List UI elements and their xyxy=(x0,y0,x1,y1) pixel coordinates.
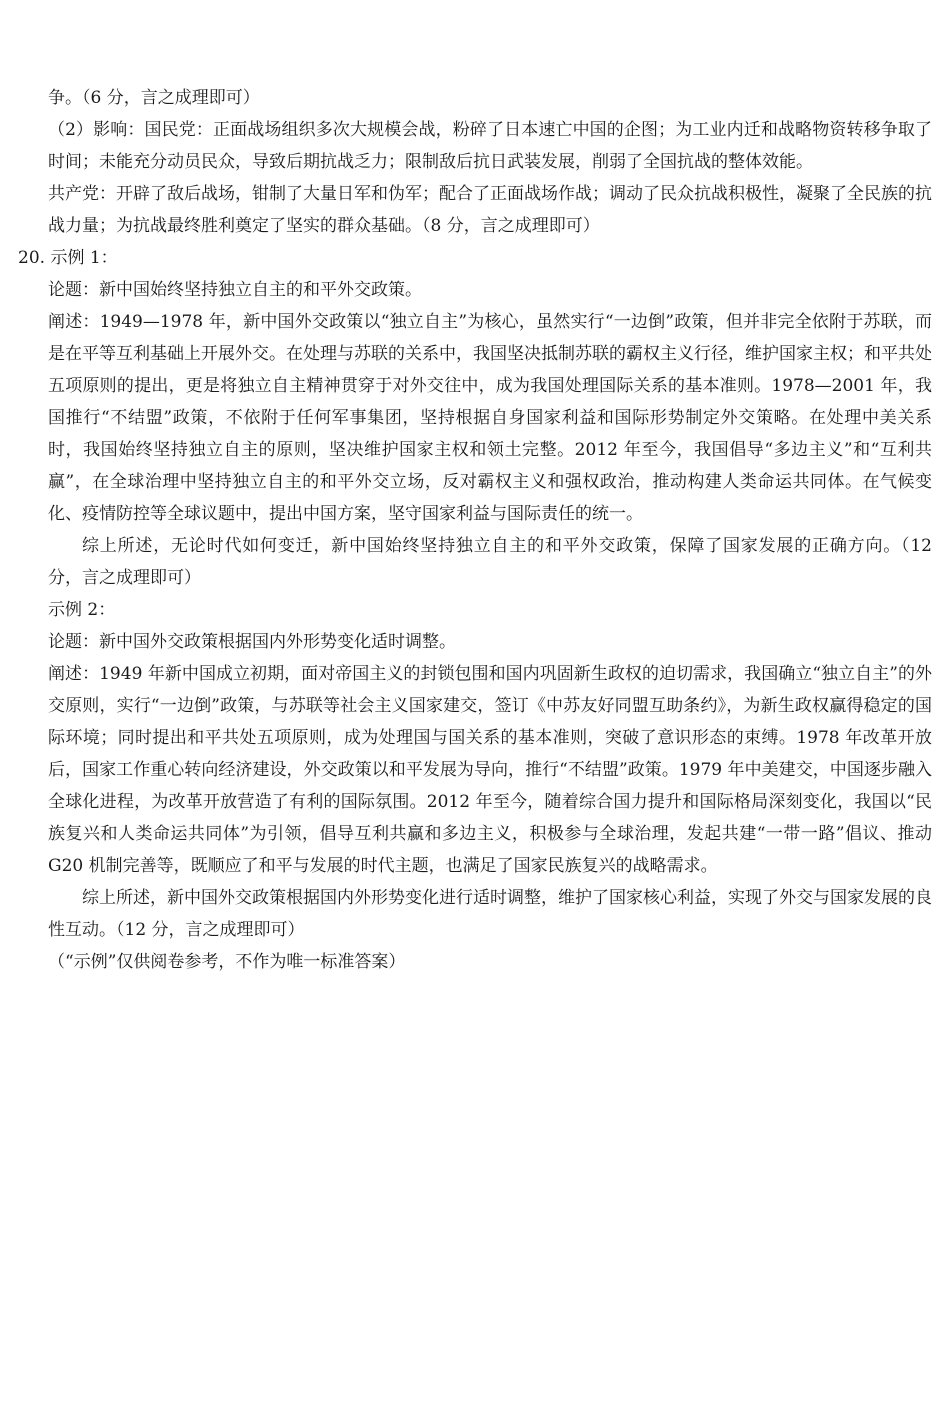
example1-argument: 阐述：1949—1978 年，新中国外交政策以“独立自主”为核心，虽然实行“一边倒”政策，但并非完全依附于苏联，而是在平等互利基础上开展外交。在处理与苏联的关系中，我国坚决抵制苏联的霸权主义行径，维护国家主权；和平共处五项原则的提出，更是将独立自主精神贯穿于对外交往中，成为我国处理国际关系的基本准则。1978—2001 年，我国推行“不结盟”政策，不依附于任何军事集团，坚持根据自身国家利益和国际形势制定外交策略。在处理中美关系时，我国始终坚持独立自主的原则，坚决维护国家主权和领土完整。2012 年至今，我国倡导“多边主义”和“互利共赢”，在全球治理中坚持独立自主的和平外交立场，反对霸权主义和强权政治，推动构建人类命运共同体。在气候变化、疫情防控等全球议题中，提出中国方案，坚守国家利益与国际责任的统一。 xyxy=(48,312,932,524)
q19-score-tail: 争。（6 分，言之成理即可） xyxy=(48,88,260,108)
example1-thesis: 论题：新中国始终坚持独立自主的和平外交政策。 xyxy=(48,280,422,300)
example2-argument: 阐述：1949 年新中国成立初期，面对帝国主义的封锁包围和国内巩固新生政权的迫切需求，我国确立“独立自主”的外交原则，实行“一边倒”政策，与苏联等社会主义国家建交，签订《中苏友好同盟互助条约》，为新生政权赢得稳定的国际环境；同时提出和平共处五项原则，成为处理国与国关系的基本准则，突破了意识形态的束缚。1978 年改革开放后，国家工作重心转向经济建设，外交政策以和平发展为导向，推行“不结盟”政策。1979 年中美建交，中国逐步融入全球化进程，为改革开放营造了有利的国际氛围。2012 年至今，随着综合国力提升和国际格局深刻变化，我国以“民族复兴和人类命运共同体”为引领，倡导互利共赢和多边主义，积极参与全球治理，发起共建“一带一路”倡议、推动 G20 机制完善等，既顺应了和平与发展的时代主题，也满足了国家民族复兴的战略需求。 xyxy=(48,664,932,876)
q19-part2-kmt: （2）影响：国民党：正面战场组织多次大规模会战，粉碎了日本速亡中国的企图；为工业内迁和战略物资转移争取了时间；未能充分动员民众，导致后期抗战乏力；限制敌后抗日武装发展，削弱了全国抗战的整体效能。 xyxy=(48,120,932,172)
example2-heading: 示例 2： xyxy=(48,600,116,620)
q20-heading: 20. 示例 1： xyxy=(18,248,118,268)
example1-conclusion: 综上所述，无论时代如何变迁，新中国始终坚持独立自主的和平外交政策，保障了国家发展的正确方向。（12 分，言之成理即可） xyxy=(48,536,932,588)
example2-conclusion: 综上所述，新中国外交政策根据国内外形势变化进行适时调整，维护了国家核心利益，实现了外交与国家发展的良性互动。（12 分，言之成理即可） xyxy=(48,888,932,940)
reference-note: （“示例”仅供阅卷参考，不作为唯一标准答案） xyxy=(48,952,406,972)
answer-text-block xyxy=(18,82,932,978)
example2-thesis: 论题：新中国外交政策根据国内外形势变化适时调整。 xyxy=(48,632,456,652)
q19-part2-cpc: 共产党：开辟了敌后战场，钳制了大量日军和伪军；配合了正面战场作战；调动了民众抗战积极性，凝聚了全民族的抗战力量；为抗战最终胜利奠定了坚实的群众基础。（8 分，言之成理即可） xyxy=(48,184,932,236)
